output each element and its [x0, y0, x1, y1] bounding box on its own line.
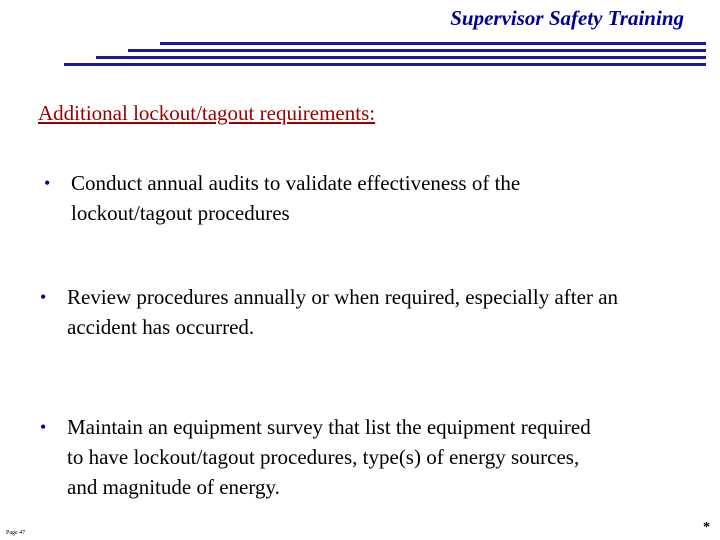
bullet-icon: •: [44, 173, 51, 193]
bullet-item-1: [46, 168, 606, 228]
header-rule-2: [128, 49, 706, 52]
header-rule-3: [96, 56, 706, 59]
header-rule-4: [64, 63, 706, 66]
header-rule-1: [160, 42, 706, 45]
header-title: Supervisor Safety Training: [450, 6, 684, 30]
slide-subtitle: Additional lockout/tagout requirements:: [38, 101, 376, 125]
bullet-text: Review procedures annually or when required, especially after an accident has occurred.: [67, 285, 619, 339]
bullet-text: Conduct annual audits to validate effectiveness of the lockout/tagout procedures: [71, 171, 521, 225]
bullet-icon: •: [40, 287, 47, 307]
bullet-item-3: [42, 412, 602, 502]
corner-asterisk-icon: *: [703, 520, 710, 535]
bullet-item-2: [42, 282, 642, 342]
bullet-text: Maintain an equipment survey that list the equipment required to have lockout/tagout procedures, type(s) of energy sources, and magnitude of energy.: [67, 415, 591, 499]
bullet-icon: •: [40, 417, 47, 437]
page-number: Page 47: [6, 530, 26, 536]
